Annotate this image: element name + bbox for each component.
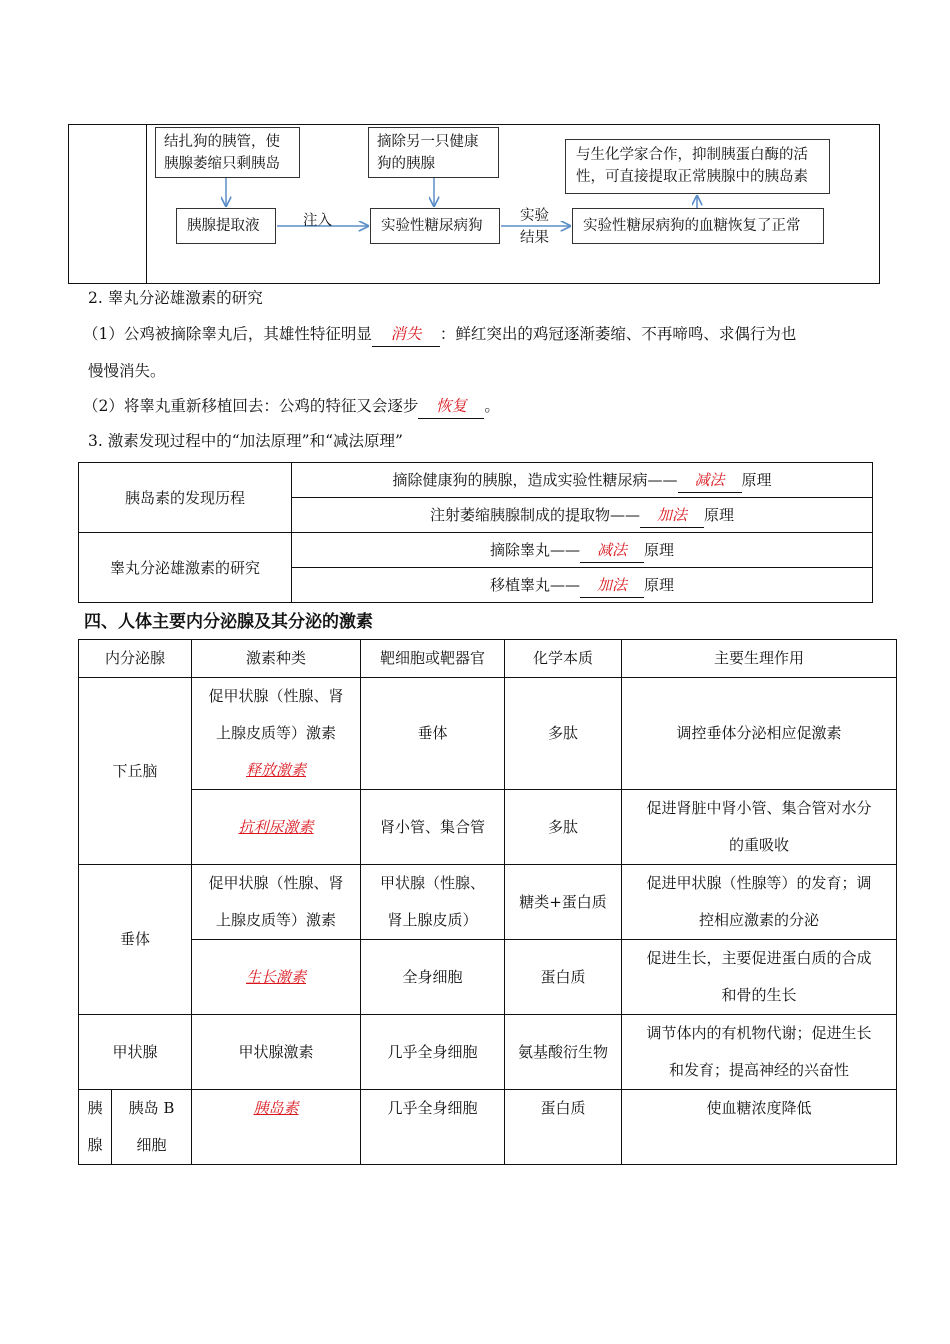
- table-row: [79, 678, 897, 790]
- diagram-box-diabetic-dog: 实验性糖尿病狗: [370, 208, 500, 244]
- gland-table: [78, 639, 897, 1165]
- principle-row-3-blank: [580, 538, 644, 563]
- principle-row-3-answer: 减法: [596, 540, 627, 559]
- p2-text-after: 。: [484, 397, 500, 415]
- r4-target: 全身细胞: [361, 940, 505, 1015]
- gland-hypothalamus: 下丘脑: [79, 678, 192, 865]
- r1-target: 垂体: [361, 678, 505, 790]
- table-row: [79, 1090, 897, 1165]
- gland-pancreas: [79, 1090, 112, 1165]
- r3-target: [361, 865, 505, 940]
- header-nature: 化学本质: [505, 640, 622, 678]
- header-target: 靶细胞或靶器官: [361, 640, 505, 678]
- r2-function-line1: 促进肾脏中肾小管、集合管对水分: [646, 799, 872, 817]
- section2-p2: [83, 394, 500, 419]
- principle-row-4-text: 移植睾丸——: [489, 575, 580, 594]
- principle-row-1-blank: [678, 468, 742, 493]
- arrow-label-result-line2: 结果: [520, 230, 549, 246]
- r3-hormone-line2: 上腺皮质等）激素: [216, 911, 337, 929]
- r6-target: 几乎全身细胞: [361, 1090, 505, 1165]
- r2-hormone-answer: 抗利尿激素: [238, 817, 314, 836]
- r5-target: 几乎全身细胞: [361, 1015, 505, 1090]
- principle-group-testis: 睾丸分泌雄激素的研究: [79, 533, 292, 603]
- principle-row-3-suffix: 原理: [644, 540, 675, 559]
- p1-text-before: （1）公鸡被摘除睾丸后，其雄性特征明显: [83, 325, 372, 343]
- diagram-box-remove-pancreas: 摘除另一只健康狗的胰腺: [368, 127, 499, 178]
- r3-nature: 糖类+蛋白质: [505, 865, 622, 940]
- diagram-box-extract: 胰腺提取液: [176, 208, 276, 244]
- section3-title: 3. 激素发现过程中的“加法原理”和“减法原理”: [88, 432, 403, 450]
- table-row: [79, 790, 897, 865]
- r4-function-line2: 和骨的生长: [721, 986, 797, 1004]
- gland-islet-b-cell: [112, 1090, 192, 1165]
- r3-target-line1: 甲状腺（性腺、: [380, 874, 486, 892]
- principle-row-2-answer: 加法: [656, 505, 687, 524]
- principle-table: [78, 462, 873, 603]
- principle-row-3-text: 摘除睾丸——: [489, 540, 580, 559]
- principle-row-2-text: 注射萎缩胰腺制成的提取物——: [429, 505, 640, 524]
- p1-answer: 消失: [390, 325, 422, 343]
- principle-row-4-suffix: 原理: [644, 575, 675, 594]
- p1-text-after: ：鲜红突出的鸡冠逐渐萎缩、不再啼鸣、求偶行为也: [439, 325, 797, 343]
- r3-hormone: [192, 865, 361, 940]
- gland-pancreas-line1: 胰: [87, 1099, 103, 1117]
- section4-title: 四、人体主要内分泌腺及其分泌的激素: [84, 612, 373, 632]
- principle-row-1-suffix: 原理: [741, 470, 772, 489]
- r4-hormone-answer: 生长激素: [246, 967, 307, 986]
- r1-function: 调控垂体分泌相应促激素: [622, 678, 897, 790]
- gland-pancreas-line2: 腺: [87, 1136, 103, 1154]
- r6-function: 使血糖浓度降低: [622, 1090, 897, 1165]
- r2-nature: 多肽: [505, 790, 622, 865]
- arrow-label-result: [520, 205, 549, 249]
- principle-row-2-blank: [640, 503, 704, 528]
- header-gland: 内分泌腺: [79, 640, 192, 678]
- hormone-release-line2: 上腺皮质等）激素: [216, 724, 337, 742]
- diagram-box-recovered: 实验性糖尿病狗的血糖恢复了正常: [572, 208, 824, 244]
- r2-function: [622, 790, 897, 865]
- table-row: [79, 865, 897, 940]
- r5-nature: 氨基酸衍生物: [505, 1015, 622, 1090]
- arrow-label-inject: 注入: [303, 213, 332, 229]
- principle-row-1-answer: 减法: [694, 470, 725, 489]
- p2-answer-blank: [418, 394, 484, 419]
- hormone-release: [192, 678, 361, 790]
- r5-hormone: 甲状腺激素: [192, 1015, 361, 1090]
- r2-hormone: [192, 790, 361, 865]
- p2-answer: 恢复: [435, 397, 467, 415]
- r2-target: 肾小管、集合管: [361, 790, 505, 865]
- hormone-release-answer: 释放激素: [246, 761, 307, 779]
- principle-row-1-text: 摘除健康狗的胰腺，造成实验性糖尿病——: [392, 470, 678, 489]
- r4-function: [622, 940, 897, 1015]
- r2-function-line2: 的重吸收: [729, 836, 790, 854]
- section2-p1-line2: 慢慢消失。: [88, 362, 166, 380]
- r4-function-line1: 促进生长，主要促进蛋白质的合成: [646, 949, 872, 967]
- r5-function: [622, 1015, 897, 1090]
- section2-p1: [83, 322, 796, 347]
- diagram-arrows: [0, 0, 950, 300]
- r1-nature: 多肽: [505, 678, 622, 790]
- table-row: [79, 1015, 897, 1090]
- principle-row-4-answer: 加法: [596, 575, 627, 594]
- principle-row-2-suffix: 原理: [704, 505, 735, 524]
- principle-row-4: [292, 568, 873, 603]
- arrow-label-result-line1: 实验: [520, 208, 549, 224]
- diagram-box-cooperate: 与生化学家合作，抑制胰蛋白酶的活性，可直接提取正常胰腺中的胰岛素: [565, 139, 830, 194]
- p2-text-before: （2）将睾丸重新移植回去：公鸡的特征又会逐步: [83, 397, 419, 415]
- r3-function-line2: 控相应激素的分泌: [699, 911, 820, 929]
- gland-thyroid: 甲状腺: [79, 1015, 192, 1090]
- principle-row-4-blank: [580, 573, 644, 598]
- principle-row-1: [292, 463, 873, 498]
- r6-nature: 蛋白质: [505, 1090, 622, 1165]
- r3-target-line2: 肾上腺皮质）: [387, 911, 478, 929]
- r3-function-line1: 促进甲状腺（性腺等）的发育；调: [646, 874, 872, 892]
- header-function: 主要生理作用: [622, 640, 897, 678]
- principle-row-2: [292, 498, 873, 533]
- r4-hormone: [192, 940, 361, 1015]
- r6-hormone: [192, 1090, 361, 1165]
- r4-nature: 蛋白质: [505, 940, 622, 1015]
- hormone-release-line1: 促甲状腺（性腺、肾: [208, 687, 344, 705]
- table-row: [79, 940, 897, 1015]
- islet-cell-line2: 细胞: [136, 1136, 167, 1154]
- header-hormone: 激素种类: [192, 640, 361, 678]
- r5-function-line2: 和发育；提高神经的兴奋性: [669, 1061, 850, 1079]
- p1-answer-blank: [372, 322, 440, 347]
- r3-function: [622, 865, 897, 940]
- section2-title: 2. 睾丸分泌雄激素的研究: [88, 289, 263, 307]
- principle-group-insulin: 胰岛素的发现历程: [79, 463, 292, 533]
- principle-row-3: [292, 533, 873, 568]
- islet-cell-line1: 胰岛 B: [128, 1099, 175, 1117]
- r3-hormone-line1: 促甲状腺（性腺、肾: [208, 874, 344, 892]
- gland-pituitary: 垂体: [79, 865, 192, 1015]
- r5-function-line1: 调节体内的有机物代谢；促进生长: [646, 1024, 872, 1042]
- r6-hormone-answer: 胰岛素: [253, 1099, 299, 1117]
- diagram-box-ligate: 结扎狗的胰管，使胰腺萎缩只剩胰岛: [155, 127, 300, 178]
